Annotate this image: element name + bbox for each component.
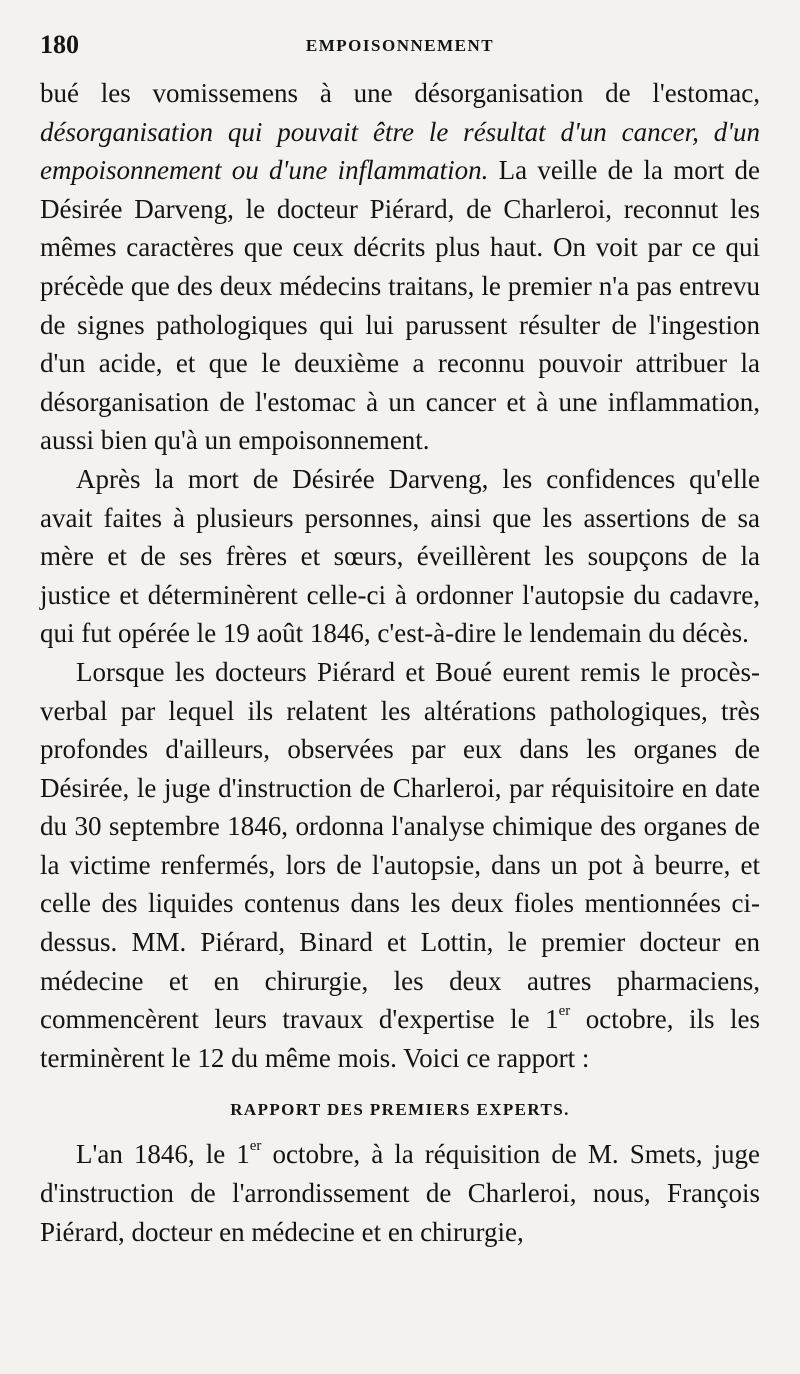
paragraph-1-text-continued: La veille de la mort de Désirée Darveng, le docteur Piérard, de Charleroi, reconnut les mêmes caractères que ceux décrits plus haut. On voit par ce qui précède que des deux médecins traitans, le premier n'a pas entrevu de signes pathologiques qui lui parussent résulter de l'ingestion d'un acide, et que le deuxième a reconnu pouvoir attribuer la désorganisation de l'estomac à un cancer et à une inflammation, aussi bien qu'à un empoisonnement.: [40, 155, 760, 456]
paragraph-3: [40, 653, 760, 1078]
report-paragraph-text-continued: octobre, à la réquisition de M. Smets, juge d'instruction de l'arrondissement de Charleroi, nous, François Piérard, docteur en médecine et en chirurgie,: [40, 1139, 761, 1247]
paragraph-2-text: Après la mort de Désirée Darveng, les confidences qu'elle avait faites à plusieurs personnes, ainsi que les assertions de sa mère et de ses frères et sœurs, éveillèrent les soupçons de la justice et déterminèrent celle-ci à ordonner l'autopsie du cadavre, qui fut opérée le 19 août 1846, c'est-à-dire le lendemain du décès.: [40, 463, 760, 649]
paragraph-2: [40, 460, 760, 653]
superscript-er: er: [249, 1138, 262, 1155]
superscript-er: er: [558, 1003, 571, 1020]
running-title: EMPOISONNEMENT: [305, 36, 495, 55]
paragraph-3-text: Lorsque les docteurs Piérard et Boué eurent remis le procès-verbal par lequel ils relatent les altérations pathologiques, très profondes d'ailleurs, observées par eux dans les organes de Désirée, le juge d'instruction de Charleroi, par réquisitoire en date du 30 septembre 1846, ordonna l'analyse chimique des organes de la victime renfermés, lors de l'autopsie, dans un pot à beurre, et celle des liquides contenus dans les deux fioles mentionnées ci-dessus. MM. Piérard, Binard et Lottin, le premier docteur en médecine et en chirurgie, les deux autres pharmaciens, commencèrent leurs travaux d'expertise le 1: [40, 656, 760, 1035]
paragraph-1-text: bué les vomissemens à une désorganisation de l'estomac,: [40, 78, 760, 108]
paragraph-3-text-continued: octobre, ils les terminèrent le 12 du même mois. Voici ce rapport :: [40, 1004, 760, 1073]
report-paragraph: [40, 1135, 760, 1251]
report-paragraph-text: L'an 1846, le 1: [76, 1139, 250, 1170]
page-number: 180: [40, 30, 79, 59]
section-heading: RAPPORT DES PREMIERS EXPERTS.: [230, 1100, 570, 1120]
paragraph-1: [40, 74, 760, 460]
paragraph-1-italic-text: désorganisation qui pouvait être le résultat d'un cancer, d'un empoisonnement ou d'une inflammation.: [40, 116, 760, 186]
body-text: [40, 74, 760, 1077]
running-head: [40, 30, 760, 74]
